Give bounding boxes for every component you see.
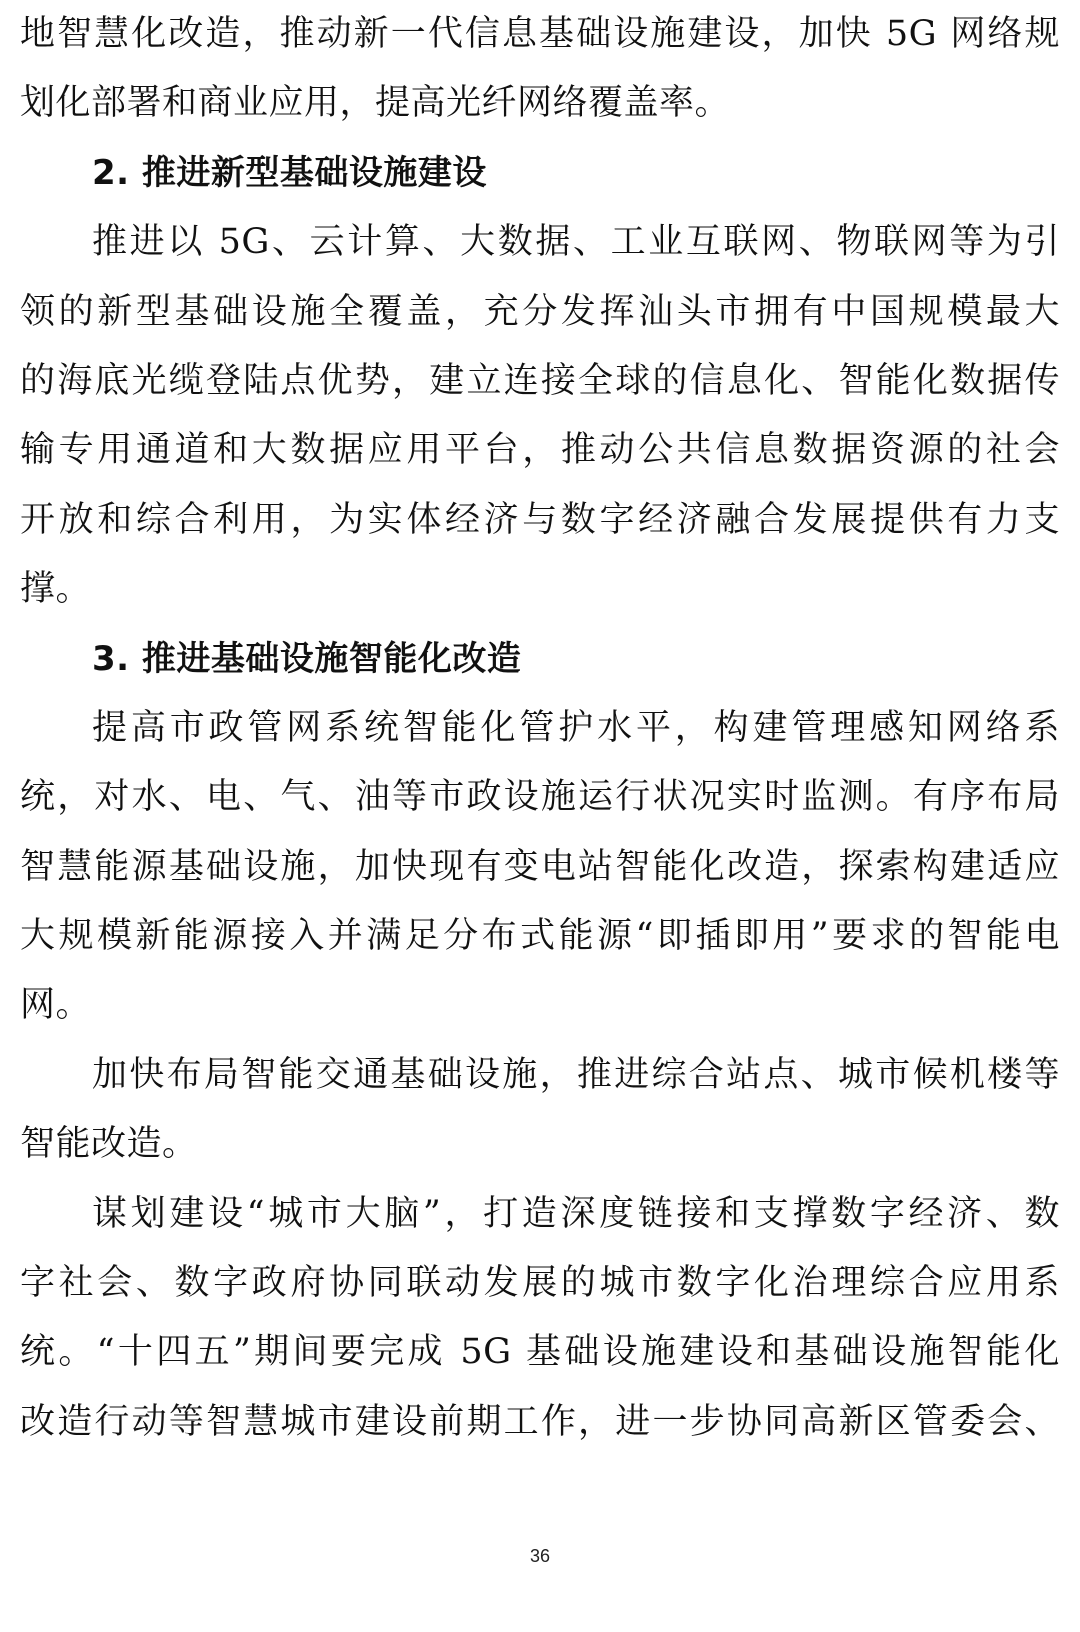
body-text-line: 的海底光缆登陆点优势，建立连接全球的信息化、智能化数据传 (20, 360, 1060, 401)
body-text-line: 统。“十四五”期间要完成 5G 基础设施建设和基础设施智能化 (20, 1332, 1060, 1373)
body-text-line: 大规模新能源接入并满足分布式能源“即插即用”要求的智能电 (20, 916, 1060, 957)
body-text-line: 开放和综合利用，为实体经济与数字经济融合发展提供有力支 (20, 499, 1060, 540)
body-text-line: 提高市政管网系统智能化管护水平，构建管理感知网络系 (92, 707, 1060, 748)
body-text-line: 撑。 (20, 569, 92, 610)
body-text-line: 统，对水、电、气、油等市政设施运行状况实时监测。有序布局 (20, 777, 1060, 818)
body-text-line: 改造行动等智慧城市建设前期工作，进一步协同高新区管委会、 (20, 1401, 1060, 1442)
body-text-line: 输专用通道和大数据应用平台，推动公共信息数据资源的社会 (20, 430, 1060, 471)
body-text-line: 推进以 5G、云计算、大数据、工业互联网、物联网等为引 (92, 222, 1060, 263)
page-number: 36 (529, 1546, 551, 1566)
section-heading: 2. 推进新型基础设施建设 (92, 152, 487, 193)
body-text-line: 谋划建设“城市大脑”，打造深度链接和支撑数字经济、数 (92, 1193, 1060, 1234)
body-text-line: 网。 (20, 985, 92, 1026)
body-text-line: 划化部署和商业应用，提高光纤网络覆盖率。 (20, 83, 731, 124)
body-text-line: 领的新型基础设施全覆盖，充分发挥汕头市拥有中国规模最大 (20, 291, 1060, 332)
document-body (20, 0, 1060, 1457)
body-text-line: 字社会、数字政府协同联动发展的城市数字化治理综合应用系 (20, 1263, 1060, 1304)
body-text-line: 智慧能源基础设施，加快现有变电站智能化改造，探索构建适应 (20, 846, 1060, 887)
body-text-line: 智能改造。 (20, 1124, 198, 1165)
section-heading: 3. 推进基础设施智能化改造 (92, 638, 522, 679)
body-text-line: 地智慧化改造，推动新一代信息基础设施建设，加快 5G 网络规 (20, 14, 1060, 54)
body-text-line: 加快布局智能交通基础设施，推进综合站点、城市候机楼等 (92, 1054, 1060, 1095)
